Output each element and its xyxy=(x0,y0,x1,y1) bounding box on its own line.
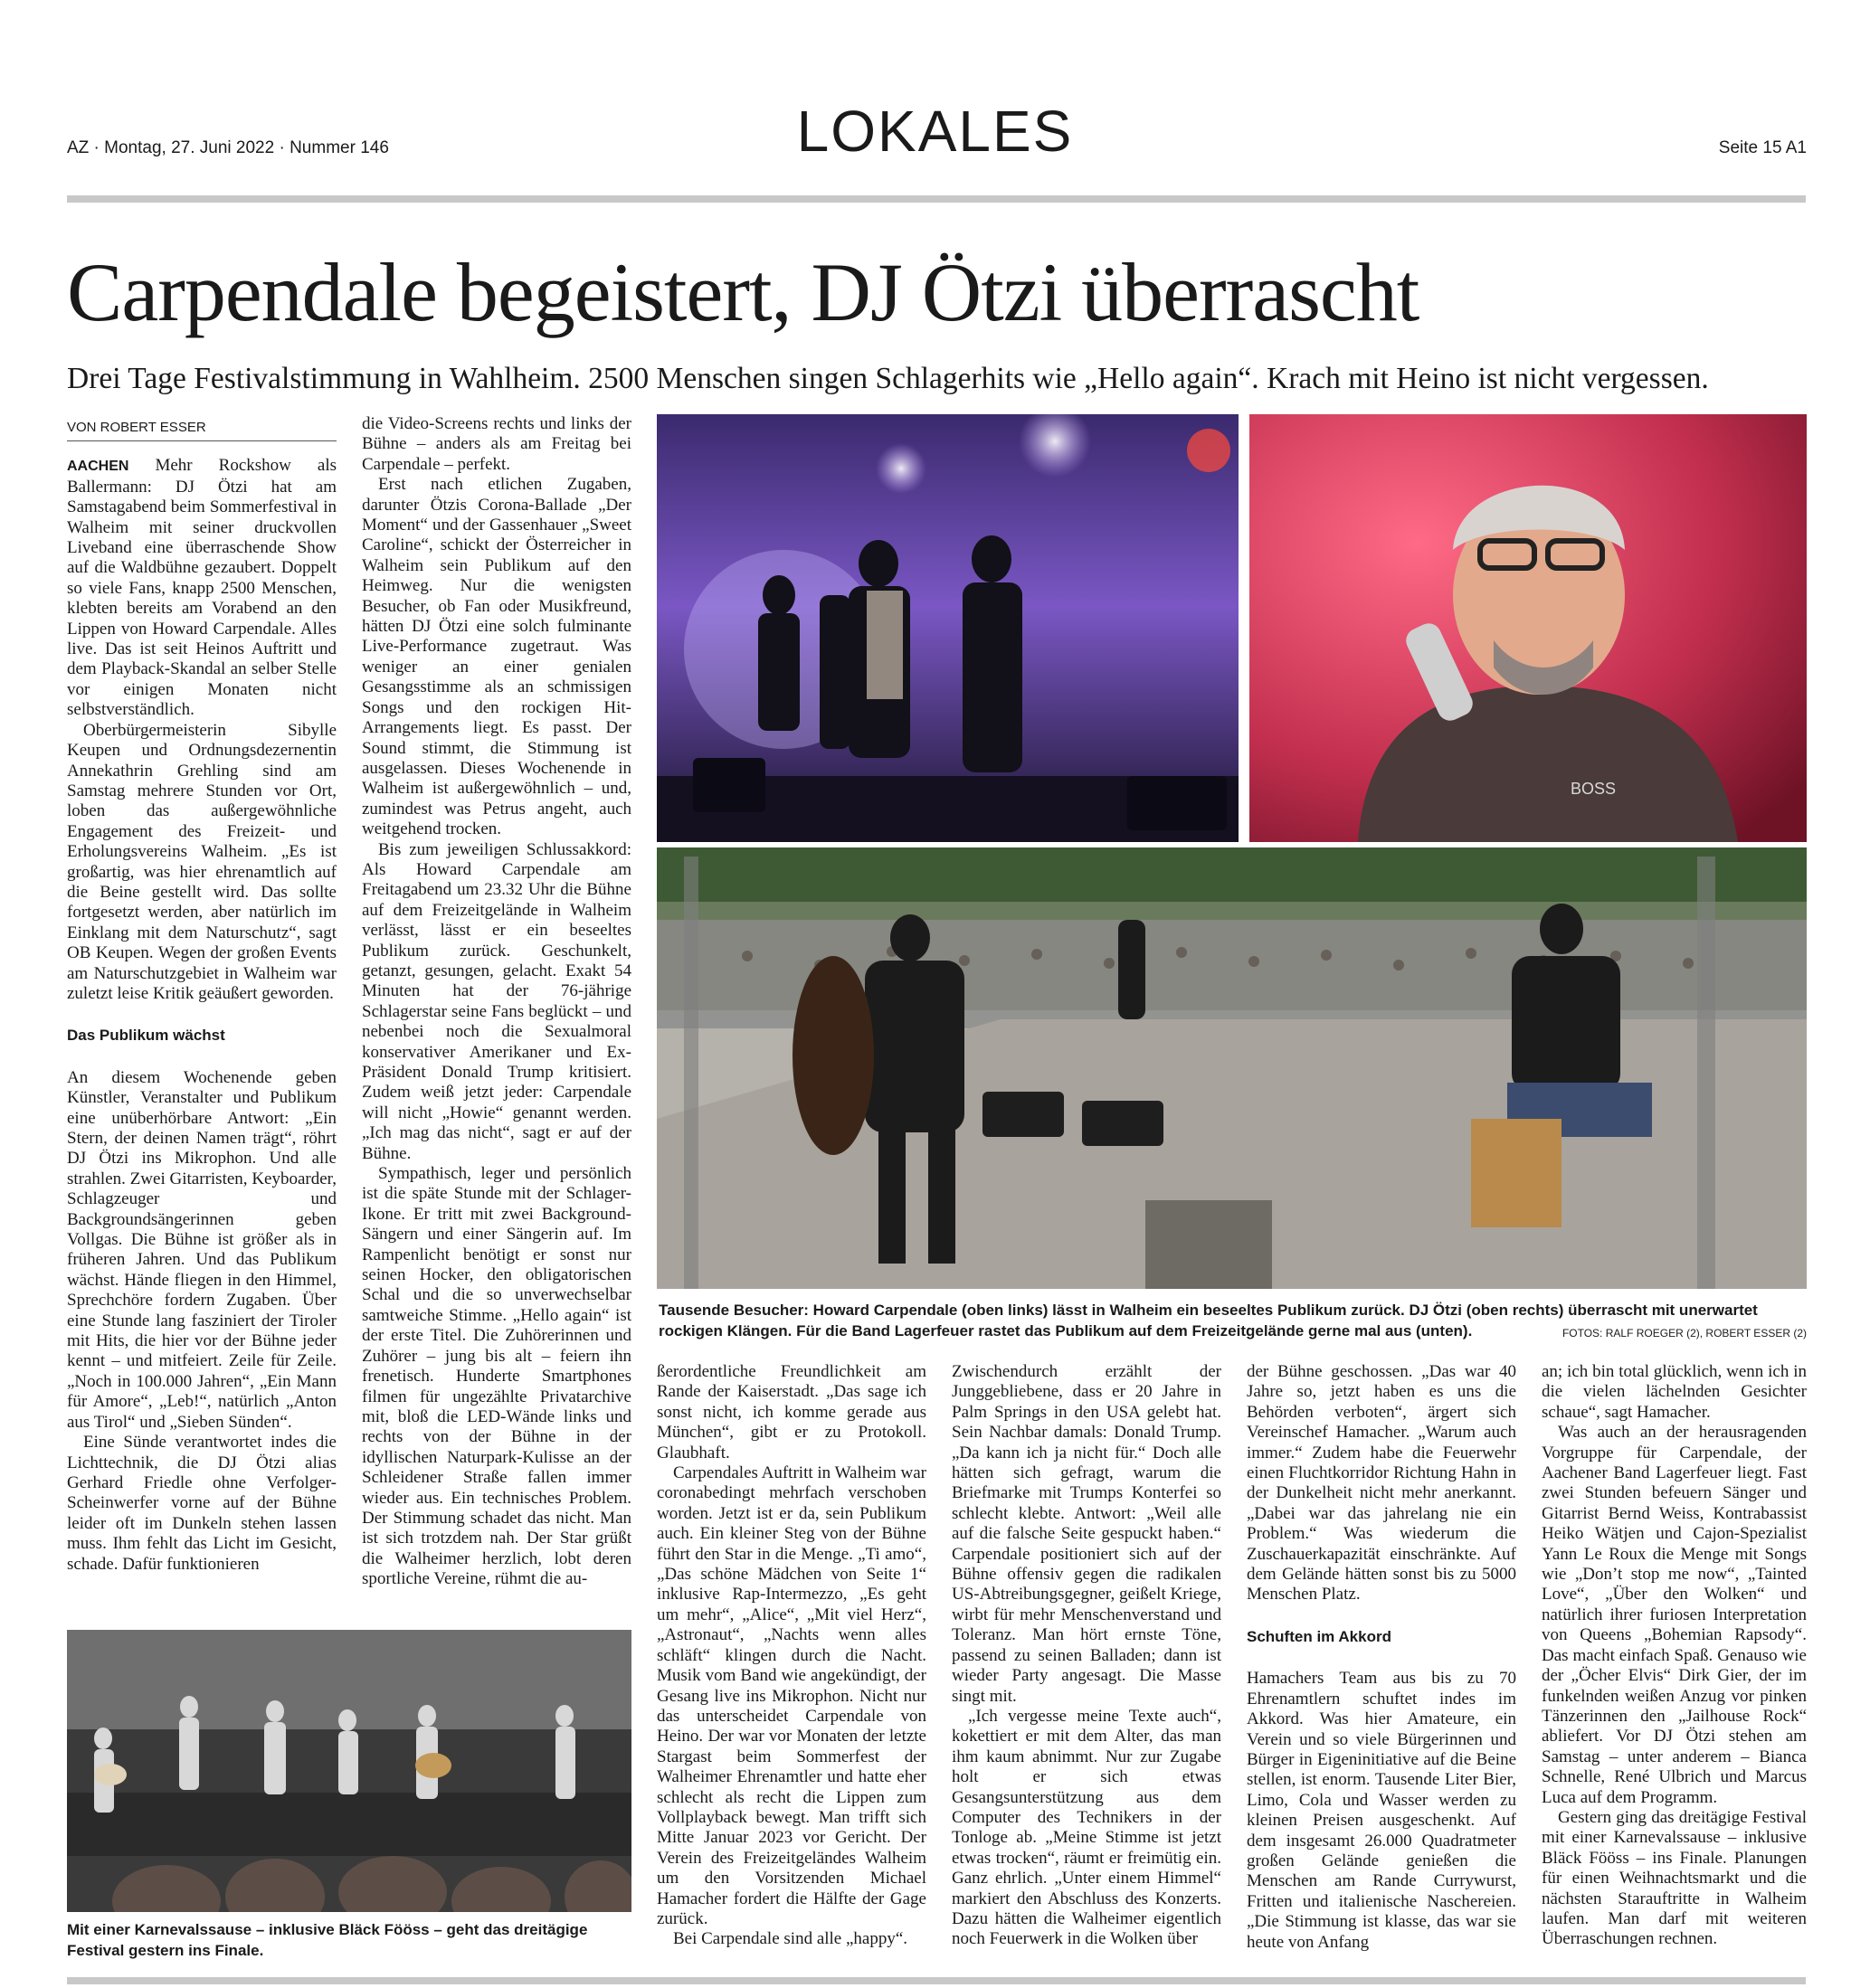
paragraph: an; ich bin total glücklich, wenn ich in die vielen lächelnden Gesichter schaue“, sagt Hamacher. xyxy=(1542,1362,1807,1422)
section-title: LOKALES xyxy=(796,99,1074,164)
paragraph: ßerordentliche Freundlichkeit am Rande der Kaiserstadt. „Das sage ich sonst nicht, ich komme gerade aus München“, gibt er zu Protokoll. Glaubhaft. xyxy=(657,1362,926,1463)
page-number: Seite 15 A1 xyxy=(1718,138,1807,157)
paragraph: Oberbürgermeisterin Sibylle Keupen und Ordnungsdezernentin Annekathrin Grehling sind am Samstag mehrere Stunden vor Ort, loben das außergewöhnliche Engagement des Freizeit- und Erholungsvereins Walheim. „Es ist großartig, was hier ehrenamtlich auf die Beine gestellt wird. Das sollte fortgesetzt werden, aber natürlich im Einklang mit dem Naturschutz“, sagt OB Keupen. Wegen der großen Events am Naturschutzgebiet in Walheim war zuletzt leise Kritik geäußert geworden. xyxy=(67,720,337,1003)
paragraph: Eine Sünde verantwortet indes die Lichttechnik, die DJ Ötzi alias Gerhard Friedle ohne Verfolger-Scheinwerfer vorne auf der Bühne leider oft im Dunkeln stehen lassen muss. Ihm fehlt das Licht im Gesicht, schade. Dafür funktionieren xyxy=(67,1433,337,1574)
photo-credit: FOTOS: RALF ROEGER (2), ROBERT ESSER (2) xyxy=(1561,1327,1807,1340)
paragraph: „Ich vergesse meine Texte auch“, kokettiert er mit dem Alter, das man ihm kaum abnimmt. Nur zur Zugabe holt er sich etwas Gesangsunterstützung aus dem Computer des Technikers in der Tonloge ab. „Meine Stimme ist jetzt etwas trocken“, räumt er freimütig ein. Ganz ehrlich. „Unter einem Himmel“ markiert den Abschluss des Konzerts. Dazu hätten die Walheimer eigentlich noch Feuerwerk in die Wolken über xyxy=(952,1706,1221,1949)
article-column-5 xyxy=(1247,1362,1516,1953)
photo-caption: Tausende Besucher: Howard Carpendale (oben links) lässt in Walheim ein beseeltes Publikum zurück. DJ Ötzi (oben rechts) überrascht mit unerwartet rockigen Klängen. Für die Band Lagerfeuer rastet das Publikum auf dem Freizeitgelände gerne mal aus (unten). xyxy=(659,1302,1758,1340)
paragraph: Bis zum jeweiligen Schlussakkord: Als Howard Carpendale am Freitagabend um 23.32 Uhr die Bühne auf dem Freizeitgelände in Walheim verlässt, lässt er ein beseeltes Publikum zurück. Geschunkelt, getanzt, gesungen, gelacht. Exakt 54 Minuten hat der 76-jährige Schlagerstar seine Fans beglückt – und nebenbei noch die Sexualmoral konservativer Amerikaner und Ex-Präsident Donald Trump kritisiert. Zudem weiß jetzt jeder: Carpendale will nicht „Howie“ genannt werden. „Ich mag das nicht“, sagt er auf der Bühne. xyxy=(362,839,631,1163)
article-column-4 xyxy=(952,1362,1221,1950)
subheading: Schuften im Akkord xyxy=(1247,1627,1391,1645)
paragraph: Bei Carpendale sind alle „happy“. xyxy=(673,1929,908,1949)
paragraph: Erst nach etlichen Zugaben, darunter Ötzis Corona-Ballade „Der Moment“ und der Gassenhauer „Sweet Caroline“, schickt der Österreicher in Walheim sein Publikum auf den Heimweg. Nur die wenigsten Besucher, ob Fan oder Musikfreund, hätten DJ Ötzi eine solch fulminante Live-Performance zugetraut. Was weniger an einer genialen Gesangsstimme als an schmissigen Songs und den rockigen Hit-Arrangements liegt. Es passt. Der Sound stimmt, die Stimmung ist ausgelassen. Dieses Wochenende in Walheim ist außergewöhnlich – und, zumindest was Petrus angeht, auch weitgehend trocken. xyxy=(362,475,631,839)
paragraph: Sympathisch, leger und persönlich ist die späte Stunde mit der Schlager-Ikone. Er tritt mit zwei Background-Sängern und einer Sängerin auf. Im Rampenlicht benötigt er sonst nur seinen Hocker, den obligatorischen Schal und die so unverwechselbar samtweiche Stimme. „Hello again“ ist der erste Titel. Die Zuhörerinnen und Zuhörer – jung bis alt – feiern ihn frenetisch. Hunderte Smartphones filmen für ungezählte Privatarchive mit, bloß die LED-Wände links und rechts von der Bühne in der idyllischen Naturpark-Kulisse an der Schleidener Straße fallen immer wieder aus. Ein technisches Problem. Der Stimmung schadet das nicht. Man ist sich trotzdem nah. Der Star grüßt die Walheimer herzlich, lobt deren sportliche Vereine, rühmt die au- xyxy=(362,1164,631,1589)
photo-lagerfeuer-band xyxy=(657,847,1807,1289)
top-divider xyxy=(67,195,1806,203)
paragraph: Was auch an der herausragenden Vorgruppe für Carpendale, der Aachener Band Lagerfeuer liegt. Fast zwei Stunden befeuern Sänger und Gitarrist Bernd Weiss, Kontrabassist Heiko Wätjen und Cajon-Spezialist Yann Le Roux die Menge mit Songs wie „Don’t stop me now“, „Tainted Love“, „Über den Wolken“ und natürlich ihrer furiosen Interpretation von Queens „Bohemian Rapsody“. Das macht einfach Spaß. Genauso wie der „Öcher Elvis“ Dirk Gier, der im funkelnden weißen Anzug vor pinken Tänzerinnen den „Jailhouse Rock“ abliefert. Vor DJ Ötzi stehen am Samstag – unter anderem – Bianca Schnelle, René Ulbrich und Marcus Luca auf dem Programm. xyxy=(1542,1423,1807,1807)
issue-info: AZ · Montag, 27. Juni 2022 · Nummer 146 xyxy=(67,138,389,157)
article-column-6 xyxy=(1542,1362,1807,1950)
paragraph: Carpendales Auftritt in Walheim war coronabedingt mehrfach verschoben worden. Jetzt ist er da, sein Publikum auch. Ein kleiner Steg von der Bühne führt den Star in die Menge. „Ti amo“, „Das schöne Mädchen von Seite 1“ inklusive Rap-Intermezzo, „Es geht um mehr“, „Alice“, „Mit viel Herz“, „Astronaut“, „Nachts wenn alles schläft“ klingen durch die Nacht. Musik vom Band wie angekündigt, der Gesang live ins Mikrophon. Nicht nur das unterscheidet Carpendale von Heino. Der war vor Monaten der letzte Stargast beim Sommerfest der Walheimer Ehrenamtler und hatte eher schlecht als recht die Lippen zum Vollplayback bewegt. Man trifft sich Mitte Januar 2023 vor Gericht. Der Verein des Freizeitgeländes Walheim um den Vorsitzenden Michael Hamacher fordert die Hälfte der Gage zurück. xyxy=(657,1463,926,1928)
photo-carpendale-stage xyxy=(657,414,1239,842)
bottom-divider xyxy=(67,1977,1806,1984)
photo-dj-oetzi xyxy=(1249,414,1807,842)
paragraph: Zwischendurch erzählt der Junggebliebene, dass er 20 Jahre in Palm Springs in den USA gelebt hat. Sein Nachbar damals: Donald Trump. „Da kann ich ja nicht für.“ Doch alle hätten sich gefragt, warum die Briefmarke mit Trumps Konterfei so schlecht klebte. Antwort: „Weil alle auf die falsche Seite gespuckt haben.“ Carpendale positioniert sich auf der Bühne offensiv gegen die radikalen US-Abtreibungsgegner, geißelt Kriege, wirbt für mehr Menschenverstand und Toleranz. Man hört ernste Töne, passend zu seinen Balladen; dann ist wieder Party angesagt. Die Masse singt mit. xyxy=(952,1362,1221,1706)
article-column-1 xyxy=(67,418,337,1575)
headline: Carpendale begeistert, DJ Ötzi überrascht xyxy=(67,246,1419,338)
subheading: Das Publikum wächst xyxy=(67,1027,225,1045)
paragraph: AACHEN Mehr Rockshow als Ballermann: DJ Ötzi hat am Samstagabend beim Sommerfestival in Walheim mit seiner druckvollen Liveband eine überraschende Show auf die Waldbühne gezaubert. Doppelt so viele Fans, knapp 2500 Menschen, klebten bereits am Vorabend an den Lippen von Howard Carpendale. Alles live. Das ist seit Heinos Auftritt und dem Playback-Skandal an selber Stelle vor einigen Monaten nicht selbstverständlich. xyxy=(67,456,337,720)
small-photo-caption: Mit einer Karnevalssause – inklusive Bläck Fööss – geht das dreitägige Festival gestern ins Finale. xyxy=(67,1921,588,1959)
article-column-2 xyxy=(362,414,631,1590)
paragraph: Gestern ging das dreitägige Festival mit einer Karnevalssause – inklusive Bläck Fööss – ins Finale. Planungen für einen Weihnachtsmarkt und die nächsten Starauftritte in Walheim laufen. Man darf mit weiteren Überraschungen rechnen. xyxy=(1542,1807,1807,1949)
dateline: AACHEN xyxy=(67,459,129,475)
paragraph: der Bühne geschossen. „Das war 40 Jahre so, jetzt haben es uns die Behörden verboten“, ärgert sich Vereinschef Hamacher. „Warum auch immer.“ Zudem habe die Feuerwehr einen Fluchtkorridor Richtung Hahn in der Dunkelheit nicht mehr anerkannt. „Dabei war das jahrelang nie ein Problem.“ Was wiederum die Zuschauerkapazität einschränkte. Auf dem Gelände hätten sonst bis zu 5000 Menschen Platz. xyxy=(1247,1362,1516,1605)
article-column-3 xyxy=(657,1362,926,1950)
paragraph: An diesem Wochenende geben Künstler, Veranstalter und Publikum eine unüberhörbare Antwort: „Ein Stern, der deinen Namen trägt“, röhrt DJ Ötzi ins Mikrophon. Und alle strahlen. Zwei Gitarristen, Keyboarder, Schlagzeuger und Backgroundsängerinnen geben Vollgas. Die Bühne ist größer als in früheren Jahren. Und das Publikum wächst. Hände fliegen in den Himmel, Sprechchöre fordern Zugaben. Über eine Stunde lang fasziniert der Tiroler mit Hits, die hier vor der Bühne jeder kennt – und mitfeiert. Zeile für Zeile. „Noch in 100.000 Jahren“, „Ein Mann für Amore“, „Leb!“, natürlich „Anton aus Tirol“ und „Sieben Sünden“. xyxy=(67,1067,337,1432)
subheadline: Drei Tage Festivalstimmung in Wahlheim. 2500 Menschen singen Schlagerhits wie „Hello again“. Krach mit Heino ist nicht vergessen. xyxy=(67,362,1709,395)
paragraph: Hamachers Team aus bis zu 70 Ehrenamtlern schuftet indes im Akkord. Was hier Amateure, ein Verein und so viele Bürgerinnen und Bürger in Eigeninitiative auf die Beine stellen, ist enorm. Tausende Liter Bier, Limo, Cola und Wasser werden zu kleinen Preisen ausgeschenkt. Auf dem insgesamt 26.000 Quadratmeter großen Gelände genießen die Menschen am Rande Currywurst, Fritten und italienische Naschereien. „Die Stimmung ist klasse, das war sie heute von Anfang xyxy=(1247,1669,1516,1952)
byline: VON ROBERT ESSER xyxy=(67,418,337,441)
photo-karneval-band xyxy=(67,1630,631,1912)
hoodie-brand-text: BOSS xyxy=(1571,780,1617,798)
paragraph: die Video-Screens rechts und links der Bühne – anders als am Freitag bei Carpendale – perfekt. xyxy=(362,414,631,474)
